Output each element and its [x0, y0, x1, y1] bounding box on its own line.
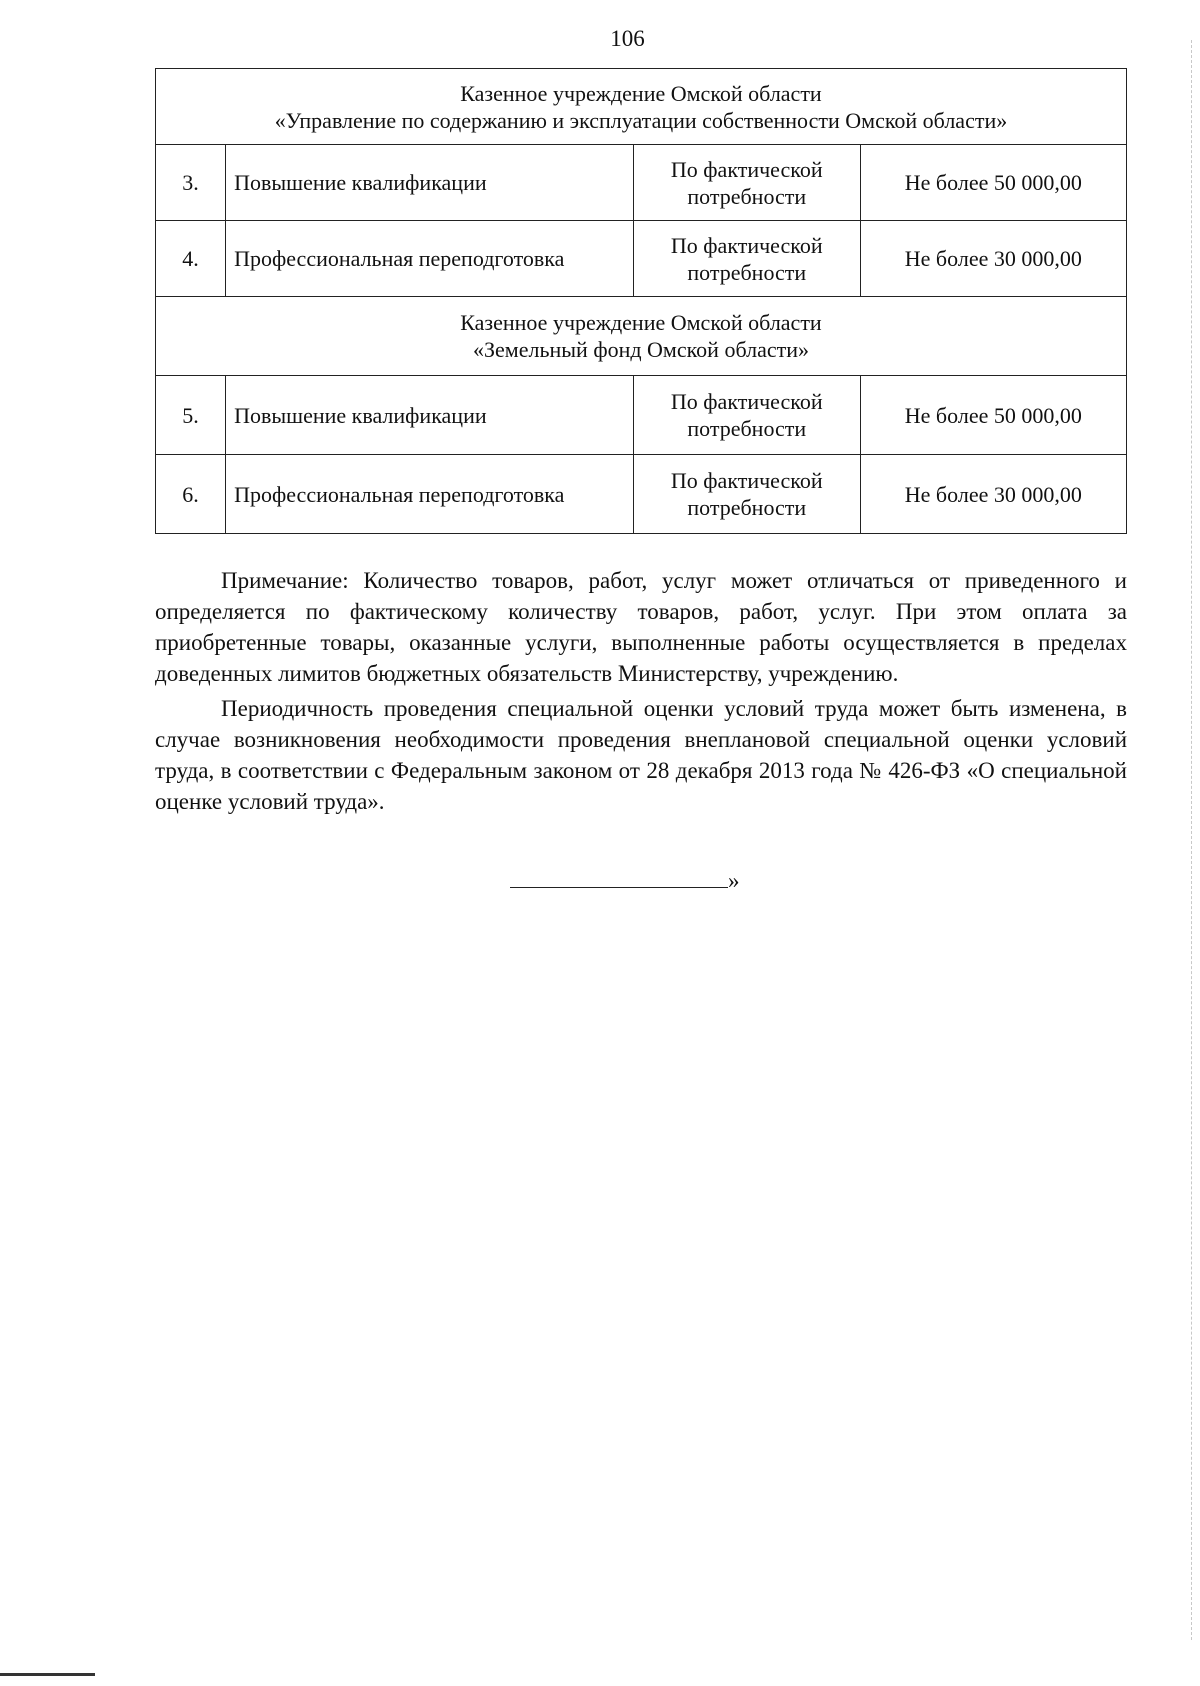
section-title-line: Казенное учреждение Омской области: [460, 80, 822, 106]
row-number: 6.: [156, 455, 226, 534]
row-name: Профессиональная переподготовка: [226, 221, 634, 297]
row-number: 4.: [156, 221, 226, 297]
row-name: Повышение квалификации: [226, 145, 634, 221]
row-number: 5.: [156, 376, 226, 455]
quantity-line: потребности: [687, 495, 807, 520]
quantity-line: По фактической: [670, 156, 823, 182]
scan-edge-artifact: [1190, 40, 1192, 1640]
scan-bottom-artifact: [0, 1673, 95, 1676]
quantity-line: По фактической: [670, 232, 823, 258]
section-title: [156, 297, 1127, 376]
table-section-header: [156, 69, 1127, 145]
section-title-line: Казенное учреждение Омской области: [460, 310, 822, 335]
row-name: Повышение квалификации: [226, 376, 634, 455]
table-row: [156, 145, 1127, 221]
document-end-mark: [510, 867, 740, 894]
note-paragraph: Периодичность проведения специальной оценки условий труда может быть изменена, в случае возникновения необходимости проведения внеплановой специальной оценки условий труда, в соответствии с Федеральным законом от 28 декабря 2013 года № 426-ФЗ «О специальной оценке условий труда».: [155, 696, 1127, 814]
notes-block: [155, 565, 1127, 821]
table-row: [156, 455, 1127, 534]
row-price: Не более 30 000,00: [860, 221, 1126, 297]
row-name: Профессиональная переподготовка: [226, 455, 634, 534]
row-number: 3.: [156, 145, 226, 221]
cost-norms-table: [155, 68, 1127, 534]
quantity-line: По фактической: [670, 389, 823, 414]
section-title: [156, 69, 1127, 145]
row-quantity: [633, 145, 860, 221]
page-number: 106: [610, 26, 645, 51]
table-section-header: [156, 297, 1127, 376]
closing-quote: »: [728, 868, 740, 893]
quantity-line: потребности: [687, 183, 807, 209]
quantity-line: потребности: [687, 416, 807, 441]
section-title-line: «Земельный фонд Омской области»: [473, 337, 809, 362]
row-price: Не более 50 000,00: [860, 376, 1126, 455]
quantity-line: По фактической: [670, 468, 823, 493]
row-price: Не более 30 000,00: [860, 455, 1126, 534]
row-quantity: [633, 221, 860, 297]
row-price: Не более 50 000,00: [860, 145, 1126, 221]
row-quantity: [633, 376, 860, 455]
end-underline: [510, 867, 728, 888]
note-paragraph: Примечание: Количество товаров, работ, услуг может отличаться от приведенного и определяется по фактическому количеству товаров, работ, услуг. При этом оплата за приобретенные товары, оказанные услуги, выполненные работы осуществляется в пределах доведенных лимитов бюджетных обязательств Министерству, учреждению.: [155, 568, 1127, 686]
quantity-line: потребности: [687, 259, 807, 285]
section-title-line: «Управление по содержанию и эксплуатации собственности Омской области»: [274, 107, 1008, 133]
row-quantity: [633, 455, 860, 534]
table-row: [156, 221, 1127, 297]
table-row: [156, 376, 1127, 455]
